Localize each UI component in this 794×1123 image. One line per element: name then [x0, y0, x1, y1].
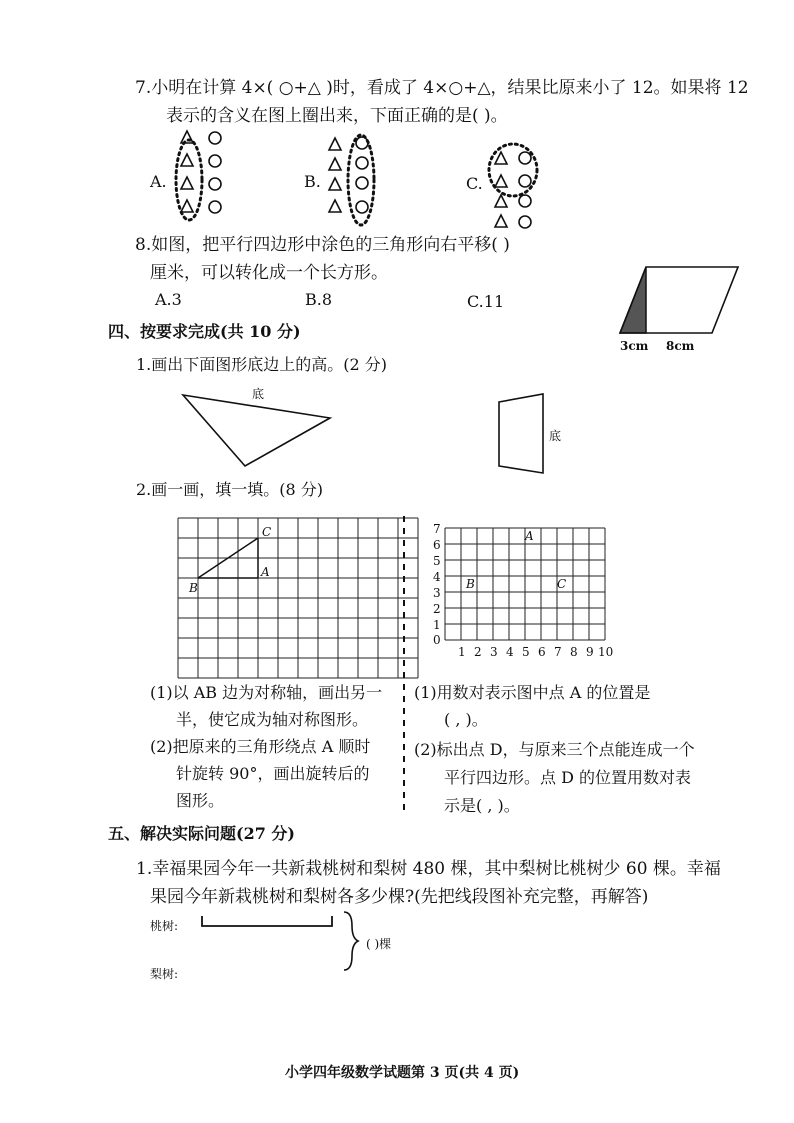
x-tick-label: 8: [570, 645, 578, 659]
left-instr-2a: (2)把原来的三角形绕点 A 顺时: [150, 737, 371, 756]
sec5-q1-line1: 1.幸福果园今年一共新栽桃树和梨树 480 棵，其中梨树比桃树少 60 棵。幸福: [136, 859, 721, 879]
left-instr-2c: 图形。: [176, 791, 225, 810]
x-tick-label: 7: [554, 645, 562, 659]
q7-option-c[interactable]: C.: [466, 174, 483, 193]
page-footer: 小学四年级数学试题第 3 页(共 4 页): [285, 1065, 520, 1081]
q7-option-b[interactable]: B.: [304, 172, 321, 191]
coord-point-a: A: [525, 529, 534, 543]
sec4-q1-text: 1.画出下面图形底边上的高。(2 分): [136, 355, 388, 374]
x-tick-label: 10: [598, 645, 614, 659]
x-tick-label: 0: [433, 633, 441, 647]
left-instr-1b: 半，使它成为轴对称图形。: [176, 710, 369, 729]
q8-option-a[interactable]: A.3: [155, 290, 182, 309]
right-answer-1[interactable]: ( , )。: [444, 710, 488, 729]
x-tick-label: 5: [522, 645, 530, 659]
x-tick-label: 9: [586, 645, 594, 659]
pear-label: 梨树:: [150, 967, 179, 981]
left-grid-point-b: B: [189, 581, 198, 595]
sec4-q2-text: 2.画一画，填一填。(8 分): [136, 480, 324, 499]
x-tick-label: 3: [490, 645, 498, 659]
y-tick-label: 7: [433, 522, 441, 536]
x-tick-label: 1: [458, 645, 466, 659]
right-instr-2a: (2)标出点 D，与原来三个点能连成一个: [414, 740, 695, 759]
y-tick-label: 6: [433, 538, 441, 552]
y-tick-label: 2: [433, 602, 441, 616]
q7-option-a[interactable]: A.: [150, 172, 167, 191]
y-tick-label: 1: [433, 618, 441, 632]
q8-line2: 厘米，可以转化成一个长方形。: [150, 263, 388, 283]
triangle-base-label: 底: [252, 387, 265, 401]
y-tick-label: 5: [433, 554, 441, 568]
q8-line1: 8.如图，把平行四边形中涂色的三角形向右平移( ): [135, 235, 510, 255]
right-instr-1a: (1)用数对表示图中点 A 的位置是: [414, 683, 651, 702]
q7-line1: 7.小明在计算 4×( ○+△ )时，看成了 4×○+△，结果比原来小了 12。如果将 12: [135, 78, 749, 98]
section5-heading: 五、解决实际问题(27 分): [108, 824, 295, 843]
peach-label: 桃树:: [150, 919, 179, 933]
sec5-q1-line2: 果园今年新栽桃树和梨树各多少棵?(先把线段图补充完整，再解答): [150, 887, 649, 907]
left-instr-1a: (1)以 AB 边为对称轴，画出另一: [150, 683, 383, 702]
trapezoid-base-label: 底: [549, 429, 562, 443]
q8-option-c[interactable]: C.11: [467, 292, 505, 311]
y-tick-label: 4: [433, 570, 441, 584]
right-answer-2[interactable]: 示是( , )。: [444, 796, 520, 815]
left-instr-2b: 针旋转 90°，画出旋转后的: [176, 764, 370, 783]
y-tick-label: 3: [433, 586, 441, 600]
coord-point-b: B: [466, 577, 475, 591]
section4-heading: 四、按要求完成(共 10 分): [108, 322, 301, 341]
x-tick-label: 6: [538, 645, 546, 659]
q8-option-b[interactable]: B.8: [305, 290, 333, 309]
left-grid-point-c: C: [262, 525, 272, 539]
parallelogram-label-8cm: 8cm: [666, 339, 695, 353]
total-answer-blank[interactable]: ( )棵: [366, 937, 392, 951]
x-tick-label: 2: [474, 645, 482, 659]
coord-point-c: C: [557, 577, 567, 591]
right-instr-2b: 平行四边形。点 D 的位置用数对表: [444, 768, 692, 787]
left-grid-point-a: A: [261, 565, 270, 579]
q7-line2: 表示的含义在图上圈出来，下面正确的是( )。: [166, 106, 508, 126]
x-tick-label: 4: [506, 645, 514, 659]
parallelogram-label-3cm: 3cm: [620, 339, 649, 353]
